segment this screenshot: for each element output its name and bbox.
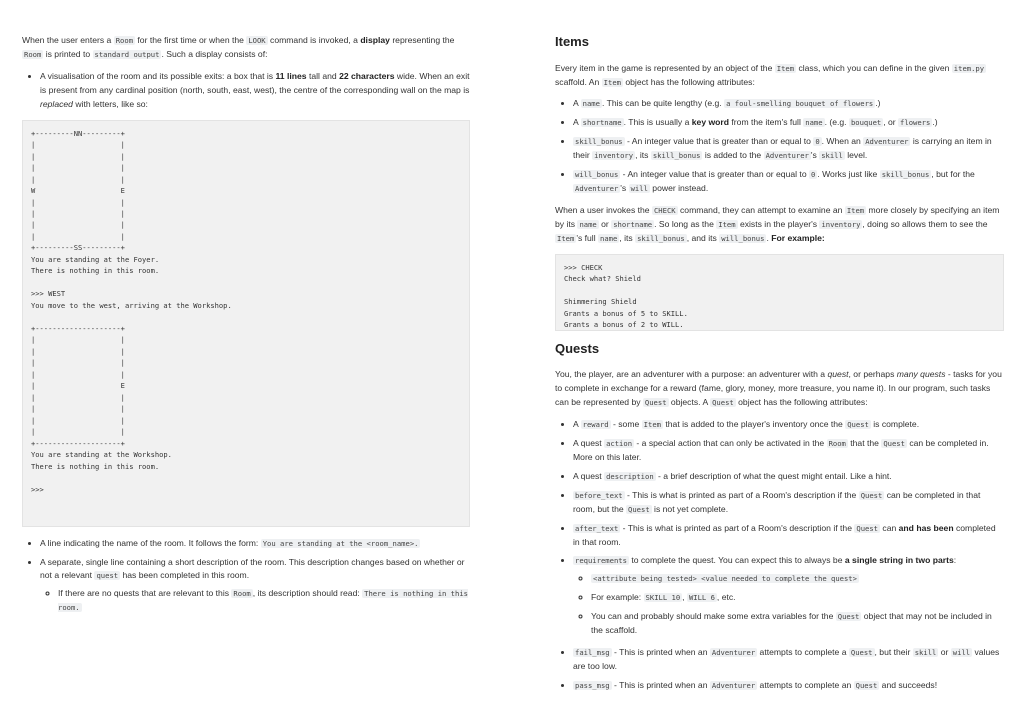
- inline-code: after_text: [575, 523, 619, 533]
- inline-code: name: [582, 99, 600, 109]
- requirements-sublist: [573, 572, 1004, 638]
- inline-code: skill_bonus: [652, 151, 701, 161]
- list-item: • will_bonus - An integer value that is greater than or equal to 0 . Works just like skill_bonus , but for the Adventurer 's will power instead.: [573, 168, 1004, 196]
- inline-code: LOOK: [248, 36, 266, 45]
- inline-code: Room: [828, 439, 846, 449]
- quest-attributes-list: [555, 418, 1004, 693]
- inline-code: Item: [603, 77, 621, 87]
- inline-code: inventory: [821, 219, 861, 229]
- quests-intro-paragraph: You, the player, are an adventurer with a purpose: an adventurer with a quest, or perhaps many quests - tasks for you to complete in exchange for a reward (fame, glory, money, more treasure, you name it). In our program, such tasks can be represented by Quest objects. A Quest object has the following attributes:: [555, 369, 1002, 408]
- quests-heading: Quests: [555, 340, 600, 356]
- list-item: • after_text - This is what is printed as part of a Room's description if the Quest can and has been completed in that room.: [573, 522, 1004, 550]
- item-attributes-list: [555, 97, 1004, 196]
- bold-text: display: [360, 35, 390, 45]
- inline-code: Item: [557, 233, 575, 243]
- italic-text: quest: [827, 369, 849, 380]
- inline-code: Quest: [860, 490, 883, 500]
- inline-code: Adventurer: [711, 680, 756, 690]
- inline-code: skill: [914, 648, 937, 658]
- list-item: • A quest action - a special action that can only be activated in the Room that the Quest can be completed in. More on this later.: [573, 437, 1004, 465]
- inline-code: You are standing at the <room_name>.: [262, 538, 419, 548]
- bold-text: 22 characters: [339, 70, 395, 81]
- room-description-line-text: A separate, single line containing a short description of the room. This description changes based on whether or not a relevant quest has been completed in this room.: [40, 556, 465, 581]
- display-components-list: [22, 70, 470, 112]
- inline-code: 0: [815, 137, 820, 147]
- inline-code: shortname: [582, 118, 622, 128]
- room-visualisation-text: A visualisation of the room and its possible exits: a box that is 11 lines tall and 22 characters wide. When an exit is present from any cardinal position (north, south, east, west), the centre of the corresponding wall on the map is replaced with letters, like so:: [40, 70, 470, 109]
- requirements-text: requirements to complete the quest. You can expect this to always be a single string in two parts:: [575, 555, 957, 566]
- room-name-line-text: A line indicating the name of the room. It follows the form: You are standing at the <room_name>.: [40, 537, 419, 548]
- inline-code: name: [805, 118, 823, 128]
- inline-code: Item: [846, 205, 865, 215]
- inline-code: Item: [776, 63, 795, 73]
- inline-code: 0: [810, 170, 816, 180]
- inline-code: pass_msg: [575, 680, 610, 690]
- inline-code: will: [952, 648, 971, 658]
- inline-code: Room: [115, 36, 134, 45]
- inline-code: quest: [96, 571, 119, 581]
- inline-code: description: [606, 471, 654, 481]
- italic-text: many quests: [896, 369, 946, 380]
- inline-code: Adventurer: [711, 648, 756, 658]
- inline-code: will: [630, 184, 648, 194]
- list-item: ◦ For example: SKILL 10 , WILL 6 , etc.: [591, 591, 1004, 605]
- inline-code: Quest: [856, 523, 879, 533]
- inline-code: inventory: [594, 151, 634, 161]
- inline-code: CHECK: [653, 205, 676, 215]
- inline-code: item.py: [953, 63, 985, 73]
- room-display-code-block: +---------NN---------+ | | | | | | | | W E | | | | | | | | +---------SS---------+ You are standing at the Foyer. There is nothing in this room. >>> WEST You move to the west, arriving at the Workshop. +--------------------+ | | | | | | | | | E | | | | | | | | +--------------------+ You are standing at the Workshop. There is nothing in this room. >>>: [22, 120, 470, 527]
- list-item: [58, 587, 470, 615]
- inline-code: Quest: [644, 398, 667, 408]
- inline-code: skill_bonus: [575, 137, 623, 147]
- inline-code: requirements: [575, 556, 627, 566]
- list-item: [591, 572, 1004, 586]
- inline-code: Quest: [855, 680, 878, 690]
- inline-code: skill: [821, 151, 843, 161]
- list-item: [573, 554, 1004, 638]
- bold-text: For example:: [771, 232, 825, 243]
- inline-code: Quest: [837, 612, 860, 622]
- list-item: ◦ You can and probably should make some extra variables for the Quest object that may not be included in the scaffold.: [591, 610, 1004, 638]
- inline-code: SKILL 10: [645, 593, 681, 603]
- inline-code: before_text: [575, 490, 623, 500]
- list-item: [40, 70, 470, 112]
- display-intro-paragraph: When the user enters a Room for the first time or when the LOOK command is invoked, a display representing the Room is printed to standard output . Such a display consists of:: [22, 35, 455, 59]
- inline-code: a foul-smelling bouquet of flowers: [726, 99, 874, 109]
- no-quest-description-text: If there are no quests that are relevant to this Room , its description should read: There is nothing in this room.: [58, 588, 468, 613]
- display-components-list-continued: [22, 537, 470, 616]
- inline-code: Quest: [883, 439, 905, 449]
- inline-code: skill_bonus: [881, 170, 930, 180]
- list-item: • skill_bonus - An integer value that is greater than or equal to 0 . When an Adventurer is carrying an item in their inventory , its skill_bonus is added to the Adventurer 's skill level.: [573, 135, 1004, 163]
- list-item: • pass_msg - This is printed when an Adventurer attempts to complete an Quest and succeeds!: [573, 679, 1004, 693]
- inline-code: will_bonus: [721, 233, 765, 243]
- bold-text: and has been: [898, 522, 954, 533]
- inline-code: There is nothing in this room.: [58, 589, 468, 613]
- items-intro-paragraph: Every item in the game is represented by an object of the Item class, which you can define in the given item.py scaffold. An Item object has the following attributes:: [555, 62, 985, 87]
- inline-code: Quest: [712, 398, 734, 408]
- inline-code: bouquet: [850, 118, 882, 128]
- list-item: • A name . This can be quite lengthy (e.g. a foul-smelling bouquet of flowers .): [573, 97, 1004, 111]
- list-item: • A quest description - a brief description of what the quest might entail. Like a hint.: [573, 470, 1004, 484]
- bold-text: key word: [691, 117, 730, 128]
- inline-code: Quest: [850, 648, 873, 658]
- bold-text: 11 lines: [275, 70, 307, 81]
- list-item: [40, 537, 470, 551]
- bold-text: a single string in two parts: [844, 555, 954, 566]
- inline-code: fail_msg: [575, 648, 610, 658]
- inline-code: WILL 6: [688, 593, 715, 603]
- inline-code: Quest: [628, 504, 650, 514]
- list-item: [40, 556, 470, 616]
- right-column: [555, 34, 1004, 701]
- inline-code: name: [579, 219, 597, 229]
- inline-code: Room: [233, 589, 251, 599]
- inline-code: Item: [718, 219, 736, 229]
- inline-code: will_bonus: [575, 170, 619, 180]
- italic-text: replaced: [40, 98, 73, 109]
- list-item: • before_text - This is what is printed as part of a Room's description if the Quest can be completed in that room, but the Quest is not yet complete.: [573, 489, 1004, 517]
- check-example-code-block: >>> CHECK Check what? Shield Shimmering Shield Grants a bonus of 5 to SKILL. Grants a bonus of 2 to WILL.: [555, 254, 1004, 331]
- items-heading: Items: [555, 34, 589, 49]
- inline-code: Quest: [847, 420, 869, 430]
- list-item: • A reward - some Item that is added to the player's inventory once the Quest is complete.: [573, 418, 1004, 432]
- inline-code: standard output: [94, 49, 160, 59]
- check-command-paragraph: When a user invokes the CHECK command, they can attempt to examine an Item more closely by specifying an item by its name or shortname . So long as the Item exists in the player's inventory , doing so allows them to see the Item 's full name , its skill_bonus , and its will_bonus . For example:: [555, 204, 1000, 243]
- list-item: • fail_msg - This is printed when an Adventurer attempts to complete a Quest , but their skill or will values are too low.: [573, 646, 1004, 674]
- room-description-sublist: [40, 587, 470, 615]
- inline-code: Adventurer: [765, 151, 809, 161]
- inline-code: skill_bonus: [637, 233, 685, 243]
- inline-code: Item: [643, 420, 661, 430]
- inline-code: reward: [582, 420, 609, 430]
- list-item: • A shortname . This is usually a key word from the item's full name . (e.g. bouquet , or flowers .): [573, 116, 1004, 130]
- inline-code: Adventurer: [865, 137, 909, 147]
- inline-code: shortname: [613, 219, 653, 229]
- inline-code: action: [606, 439, 633, 449]
- left-column: [22, 34, 470, 623]
- inline-code: flowers: [900, 118, 931, 128]
- inline-code: name: [600, 233, 618, 243]
- inline-code: <attribute being tested> <value needed to complete the quest>: [593, 574, 857, 584]
- inline-code: Room: [24, 49, 42, 59]
- inline-code: Adventurer: [575, 184, 619, 194]
